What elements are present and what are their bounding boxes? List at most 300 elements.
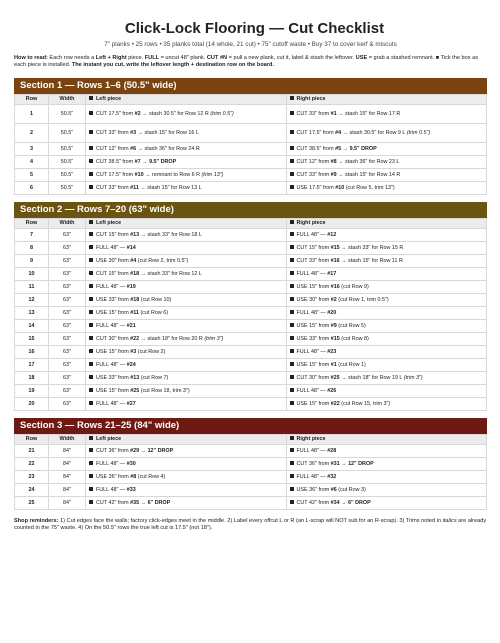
checkbox-icon[interactable] [290, 362, 294, 366]
right-piece-text: (cut Row 1) [336, 361, 366, 368]
left-piece-text: CUT 33" from [96, 129, 131, 136]
right-piece-text: → stash 33" for Row 15 R [339, 244, 404, 251]
left-piece-text: CUT 33" from [96, 184, 131, 191]
left-piece-text: FULL 48" — [96, 460, 127, 467]
checkbox-icon[interactable] [89, 349, 93, 353]
row-width: 63" [49, 384, 86, 397]
right-piece-text: → [339, 460, 349, 467]
left-piece-text: #21 [126, 322, 136, 329]
right-piece-text: (cut Row 1, trim 0.5") [336, 296, 389, 303]
right-piece-text: USE 15" from [296, 283, 331, 290]
table-row [15, 384, 487, 397]
right-piece-text: FULL 48" — [296, 348, 328, 355]
left-piece-cell[interactable] [86, 142, 287, 155]
column-header-label: Right piece [296, 96, 326, 103]
right-piece-text: #15 [330, 244, 340, 251]
right-piece-text: USE 36" from [296, 486, 331, 493]
left-piece-text: → stash 33" for Row 12 L [139, 270, 202, 277]
checkbox-icon [89, 96, 93, 100]
table-row [15, 319, 487, 332]
column-header-label: Left piece [96, 96, 122, 103]
row-width: 63" [49, 280, 86, 293]
right-piece-cell[interactable] [286, 332, 487, 345]
right-piece-text: USE 17.5" from [296, 184, 336, 191]
left-piece-cell[interactable] [86, 241, 287, 254]
left-piece-text: #10 [134, 171, 144, 178]
checkbox-icon[interactable] [290, 146, 294, 150]
checkbox-icon[interactable] [89, 310, 93, 314]
row-width: 63" [49, 345, 86, 358]
row-width: 84" [49, 483, 86, 496]
checkbox-icon[interactable] [89, 284, 93, 288]
left-piece-cell[interactable] [86, 228, 287, 241]
checkbox-icon[interactable] [89, 461, 93, 465]
checkbox-icon[interactable] [290, 111, 294, 115]
checkbox-icon[interactable] [89, 500, 93, 504]
checkbox-icon[interactable] [290, 159, 294, 163]
right-piece-text: FULL 48" — [296, 309, 328, 316]
row-width: 84" [49, 457, 86, 470]
left-piece-text: (cut Row 2, trim 0.5") [136, 257, 189, 264]
right-piece-text: #12 [327, 231, 337, 238]
table-row [15, 267, 487, 280]
table-row [15, 457, 487, 470]
checkbox-icon[interactable] [290, 172, 294, 176]
right-piece-text: FULL 48" — [296, 270, 328, 277]
howto-text: piece. [126, 55, 145, 61]
column-header-width [49, 434, 86, 444]
right-piece-text: FULL 48" — [296, 387, 328, 394]
column-header-row [15, 94, 49, 104]
howto-term-full: FULL [144, 55, 160, 61]
row-width: 63" [49, 358, 86, 371]
right-piece-cell[interactable] [286, 483, 487, 496]
left-piece-text: → remnant to Row 6 R [143, 171, 202, 178]
right-piece-text: USE 30" from [296, 296, 331, 303]
column-header-label: Left piece [96, 436, 122, 443]
checkbox-icon[interactable] [89, 388, 93, 392]
checkbox-icon[interactable] [89, 146, 93, 150]
left-piece-text: CUT 42" from [96, 499, 131, 506]
row-width: 50.5" [49, 155, 86, 168]
row-width: 50.5" [49, 181, 86, 194]
checkbox-icon[interactable] [89, 297, 93, 301]
table-row [15, 345, 487, 358]
left-piece-text: #13 [130, 231, 140, 238]
left-piece-cell[interactable] [86, 306, 287, 319]
row-width: 84" [49, 496, 86, 509]
left-piece-text: USE 15" from [96, 387, 131, 394]
page-title: Click-Lock Flooring — Cut Checklist [124, 20, 385, 37]
right-piece-cell[interactable] [286, 457, 487, 470]
checkbox-icon[interactable] [290, 130, 294, 134]
row-number: 14 [15, 319, 49, 332]
right-piece-text: → [341, 145, 350, 152]
right-piece-text: #28 [327, 447, 337, 454]
left-piece-cell[interactable] [86, 358, 287, 371]
checkbox-icon[interactable] [89, 111, 93, 115]
row-width: 63" [49, 228, 86, 241]
left-piece-text: (cut Row 10) [139, 296, 172, 303]
row-number: 8 [15, 241, 49, 254]
table-row [15, 293, 487, 306]
right-piece-cell[interactable] [286, 104, 487, 123]
right-piece-text: CUT 33" from [296, 110, 331, 117]
table-row [15, 358, 487, 371]
how-to-read [14, 55, 487, 70]
right-piece-cell[interactable] [286, 181, 487, 194]
checkbox-icon[interactable] [290, 284, 294, 288]
checkbox-icon[interactable] [290, 258, 294, 262]
row-width: 50.5" [49, 142, 86, 155]
right-piece-cell[interactable] [286, 444, 487, 457]
checkbox-icon[interactable] [89, 362, 93, 366]
column-header-label: Right piece [296, 220, 326, 227]
checkbox-icon[interactable] [290, 388, 294, 392]
right-piece-text: → stash 36" for Row 23 L [336, 158, 400, 165]
right-piece-cell[interactable] [286, 142, 487, 155]
table-row [15, 254, 487, 267]
checkbox-icon[interactable] [290, 297, 294, 301]
left-piece-cell[interactable] [86, 371, 287, 384]
right-piece-cell[interactable] [286, 358, 487, 371]
right-piece-cell[interactable] [286, 384, 487, 397]
right-piece-text: #31 [330, 460, 340, 467]
right-piece-text: (cut Row 9) [339, 283, 369, 290]
section-header: Section 3 — Rows 21–25 (84" wide) [14, 418, 487, 434]
checkbox-icon[interactable] [290, 448, 294, 452]
left-piece-cell[interactable] [86, 384, 287, 397]
checkbox-icon[interactable] [290, 487, 294, 491]
checkbox-icon[interactable] [290, 185, 294, 189]
left-piece-text: → [139, 499, 148, 506]
left-piece-text: → stash 36" for Row 24 R [136, 145, 200, 152]
right-piece-text: #9 [330, 322, 337, 329]
left-piece-cell[interactable] [86, 104, 287, 123]
checkbox-icon[interactable] [290, 245, 294, 249]
shop-reminders [14, 518, 487, 533]
right-piece-text: #20 [327, 309, 337, 316]
checkbox-icon[interactable] [290, 271, 294, 275]
column-header-label: Width [59, 220, 75, 227]
left-piece-cell[interactable] [86, 293, 287, 306]
right-piece-cell[interactable] [286, 168, 487, 181]
column-header-right [286, 434, 487, 444]
table-row [15, 104, 487, 123]
right-piece-text: USE 15" from [296, 322, 331, 329]
checkbox-icon [89, 220, 93, 224]
row-width: 63" [49, 332, 86, 345]
checkbox-icon[interactable] [290, 232, 294, 236]
right-piece-text: FULL 48" — [296, 473, 328, 480]
right-piece-cell[interactable] [286, 241, 487, 254]
column-header-label: Right piece [296, 436, 326, 443]
row-number: 16 [15, 345, 49, 358]
section-3 [14, 418, 487, 510]
table-header-row [15, 218, 487, 228]
left-piece-text: #33 [126, 486, 136, 493]
right-piece-text: #17 [327, 270, 337, 277]
howto-term-use: USE [355, 55, 368, 61]
row-width: 50.5" [49, 123, 86, 142]
table-row [15, 181, 487, 194]
left-piece-cell[interactable] [86, 444, 287, 457]
column-header-row [15, 218, 49, 228]
column-header-right [286, 218, 487, 228]
left-piece-cell[interactable] [86, 457, 287, 470]
table-row [15, 371, 487, 384]
row-number: 24 [15, 483, 49, 496]
left-piece-text: CUT 38.5" from [96, 158, 135, 165]
table-row [15, 155, 487, 168]
checkbox-icon[interactable] [89, 375, 93, 379]
left-piece-cell[interactable] [86, 397, 287, 410]
right-piece-cell[interactable] [286, 397, 487, 410]
column-header-left [86, 434, 287, 444]
left-piece-text: #3 [130, 348, 137, 355]
left-piece-text: #13 [130, 374, 140, 381]
checkbox-icon[interactable] [89, 159, 93, 163]
checkbox-icon [290, 96, 294, 100]
left-piece-text: #11 [130, 184, 139, 191]
row-number: 9 [15, 254, 49, 267]
row-number: 4 [15, 155, 49, 168]
reminders-text: 1) Cut edges face the walls; factory click-edges meet in the middle. 2) Label every offcut L or R (an L-scrap will NOT sub for an R-scrap). 3) Trims noted in [58, 517, 443, 524]
right-piece-text: → stash 15" for Row 11 R [339, 257, 403, 264]
checkbox-icon[interactable] [290, 461, 294, 465]
page-subtitle: 7" planks • 25 rows • 35 planks total (14 whole, 21 cut) • 75" cutoff waste • Buy 37 to cover kerf & miscuts [104, 41, 397, 48]
left-piece-text: USE 36" from [96, 473, 131, 480]
checkbox-icon[interactable] [89, 185, 93, 189]
left-piece-text: FULL 48" — [96, 400, 127, 407]
cut-table [14, 94, 487, 195]
left-piece-text: USE 15" from [96, 348, 131, 355]
row-number: 17 [15, 358, 49, 371]
checkbox-icon[interactable] [89, 232, 93, 236]
checkbox-icon[interactable] [89, 474, 93, 478]
checkbox-icon[interactable] [290, 336, 294, 340]
right-piece-cell[interactable] [286, 496, 487, 509]
howto-term-cut: CUT #N [206, 55, 228, 61]
right-piece-cell[interactable] [286, 470, 487, 483]
left-piece-text: #3 [130, 129, 137, 136]
left-piece-text: (cut Row 2) [136, 348, 166, 355]
column-header-width [49, 94, 86, 104]
row-number: 7 [15, 228, 49, 241]
left-piece-text: → stash 30.5" for Row 12 R [140, 110, 211, 117]
left-piece-cell[interactable] [86, 155, 287, 168]
column-header-label: Left piece [96, 220, 122, 227]
right-piece-text: CUT 36" from [296, 460, 331, 467]
right-piece-text: #8 [330, 158, 337, 165]
right-piece-text: CUT 30" from [296, 374, 331, 381]
row-number: 3 [15, 142, 49, 155]
section-2 [14, 202, 487, 411]
cut-table [14, 218, 487, 411]
right-piece-cell[interactable] [286, 293, 487, 306]
left-piece-text: (cut Row 18, trim 3") [139, 387, 190, 394]
row-number: 25 [15, 496, 49, 509]
left-piece-cell[interactable] [86, 267, 287, 280]
left-piece-text: (cut Row 6) [138, 309, 169, 316]
left-piece-cell[interactable] [86, 168, 287, 181]
table-row [15, 280, 487, 293]
right-piece-text: CUT 33" from [296, 171, 331, 178]
row-width: 50.5" [49, 104, 86, 123]
checkbox-icon[interactable] [89, 448, 93, 452]
checkbox-icon[interactable] [89, 245, 93, 249]
table-row [15, 332, 487, 345]
left-piece-text: CUT 30" from [96, 335, 131, 342]
right-piece-text: 12" DROP [348, 460, 374, 467]
section-1 [14, 78, 487, 195]
checkbox-icon[interactable] [290, 375, 294, 379]
right-piece-cell[interactable] [286, 280, 487, 293]
checkbox-icon[interactable] [89, 258, 93, 262]
column-header-left [86, 218, 287, 228]
row-number: 10 [15, 267, 49, 280]
table-row [15, 483, 487, 496]
checkbox-icon[interactable] [89, 401, 93, 405]
reminders-text: are already counted in the 75" waste. 4) On the 50.5" rows the true left cut is 17.5" (not 18"). [14, 517, 487, 532]
left-piece-text: #22 [130, 335, 140, 342]
right-piece-text: FULL 48" — [296, 231, 328, 238]
left-piece-text: (cut Row 4) [136, 473, 166, 480]
section-header: Section 2 — Rows 7–20 (63" wide) [14, 202, 487, 218]
row-number: 2 [15, 123, 49, 142]
right-piece-text: #16 [330, 257, 340, 264]
right-piece-text: (cut Row 5, trim 13") [344, 184, 395, 191]
left-piece-text: #6 [130, 145, 137, 152]
left-piece-text: → stash 15" for Row 13 L [138, 184, 202, 191]
right-piece-cell[interactable] [286, 228, 487, 241]
left-piece-text: #4 [130, 257, 137, 264]
checkbox-icon[interactable] [290, 500, 294, 504]
checkbox-icon[interactable] [290, 349, 294, 353]
right-piece-text: #2 [330, 296, 337, 303]
left-piece-text: → [140, 158, 150, 165]
left-piece-text: FULL 48" — [96, 361, 127, 368]
checkbox-icon[interactable] [89, 323, 93, 327]
checkbox-icon[interactable] [290, 310, 294, 314]
right-piece-cell[interactable] [286, 371, 487, 384]
reminders-italics: italics [442, 517, 457, 524]
column-header-label: Row [25, 436, 38, 443]
row-number: 13 [15, 306, 49, 319]
howto-text: = grab a stashed remnant. ■ Tick the box as each piece is installed. [14, 55, 478, 69]
row-width: 63" [49, 371, 86, 384]
left-piece-text: (trim 0.5") [210, 110, 234, 117]
left-piece-cell[interactable] [86, 483, 287, 496]
row-number: 22 [15, 457, 49, 470]
left-piece-text: (trim 13") [201, 171, 224, 178]
left-piece-text: CUT 17.5" from [96, 110, 135, 117]
left-piece-text: #2 [134, 110, 141, 117]
right-piece-text: #9 [330, 171, 337, 178]
right-piece-cell[interactable] [286, 306, 487, 319]
row-width: 63" [49, 293, 86, 306]
right-piece-text: CUT 12" from [296, 158, 331, 165]
left-piece-text: FULL 48" — [96, 322, 127, 329]
column-header-right [286, 94, 487, 104]
left-piece-text: USE 30" from [96, 257, 131, 264]
row-number: 19 [15, 384, 49, 397]
checkbox-icon[interactable] [290, 474, 294, 478]
checkbox-icon[interactable] [89, 172, 93, 176]
checkbox-icon[interactable] [89, 487, 93, 491]
right-piece-cell[interactable] [286, 345, 487, 358]
column-header-left [86, 94, 287, 104]
left-piece-text: USE 33" from [96, 374, 131, 381]
row-number: 18 [15, 371, 49, 384]
right-piece-cell[interactable] [286, 155, 487, 168]
checkbox-icon [290, 220, 294, 224]
left-piece-text: → stash 18" for Row 20 R [139, 335, 205, 342]
left-piece-text: → stash 33" for Row 18 L [139, 231, 202, 238]
checkbox-icon[interactable] [290, 323, 294, 327]
howto-lead: How to read: [14, 55, 48, 61]
left-piece-text: FULL 48" — [96, 486, 127, 493]
right-piece-cell[interactable] [286, 254, 487, 267]
table-header-row [15, 94, 487, 104]
section-header: Section 1 — Rows 1–6 (50.5" wide) [14, 78, 487, 94]
row-number: 20 [15, 397, 49, 410]
left-piece-text: 6" DROP [147, 499, 171, 506]
left-piece-text: #29 [130, 447, 140, 454]
right-piece-text: (cut Row 3) [336, 486, 366, 493]
left-piece-text: USE 15" from [96, 309, 131, 316]
left-piece-text: #11 [130, 309, 139, 316]
left-piece-cell[interactable] [86, 470, 287, 483]
right-piece-cell[interactable] [286, 267, 487, 280]
checkbox-icon[interactable] [89, 336, 93, 340]
left-piece-cell[interactable] [86, 496, 287, 509]
left-piece-text: #35 [130, 499, 140, 506]
row-width: 63" [49, 267, 86, 280]
column-header-label: Width [59, 96, 75, 103]
left-piece-cell[interactable] [86, 345, 287, 358]
left-piece-text: #24 [126, 361, 136, 368]
right-piece-text: FULL 48" — [296, 447, 328, 454]
left-piece-cell[interactable] [86, 280, 287, 293]
right-piece-text: #4 [335, 129, 342, 136]
checkbox-icon[interactable] [89, 271, 93, 275]
left-piece-cell[interactable] [86, 181, 287, 194]
row-width: 63" [49, 319, 86, 332]
howto-text: = pull a new plank, cut it, label & stash the leftover. [227, 55, 356, 61]
right-piece-text: → [339, 499, 349, 506]
table-row [15, 397, 487, 410]
howto-instant-note: The instant you cut, write the leftover length + destination row on the board. [71, 62, 275, 69]
right-piece-cell[interactable] [286, 123, 487, 142]
checkbox-icon[interactable] [290, 401, 294, 405]
row-number: 21 [15, 444, 49, 457]
right-piece-cell[interactable] [286, 319, 487, 332]
table-header-row [15, 434, 487, 444]
checkbox-icon[interactable] [89, 130, 93, 134]
right-piece-text: (trim 3") [403, 374, 423, 381]
right-piece-text: #22 [330, 400, 340, 407]
left-piece-cell[interactable] [86, 254, 287, 267]
right-piece-text: #6 [330, 486, 337, 493]
left-piece-cell[interactable] [86, 332, 287, 345]
left-piece-text: 12" DROP [147, 447, 174, 454]
left-piece-cell[interactable] [86, 123, 287, 142]
table-row [15, 444, 487, 457]
left-piece-text: CUT 15" from [96, 270, 131, 277]
left-piece-cell[interactable] [86, 319, 287, 332]
column-header-width [49, 218, 86, 228]
